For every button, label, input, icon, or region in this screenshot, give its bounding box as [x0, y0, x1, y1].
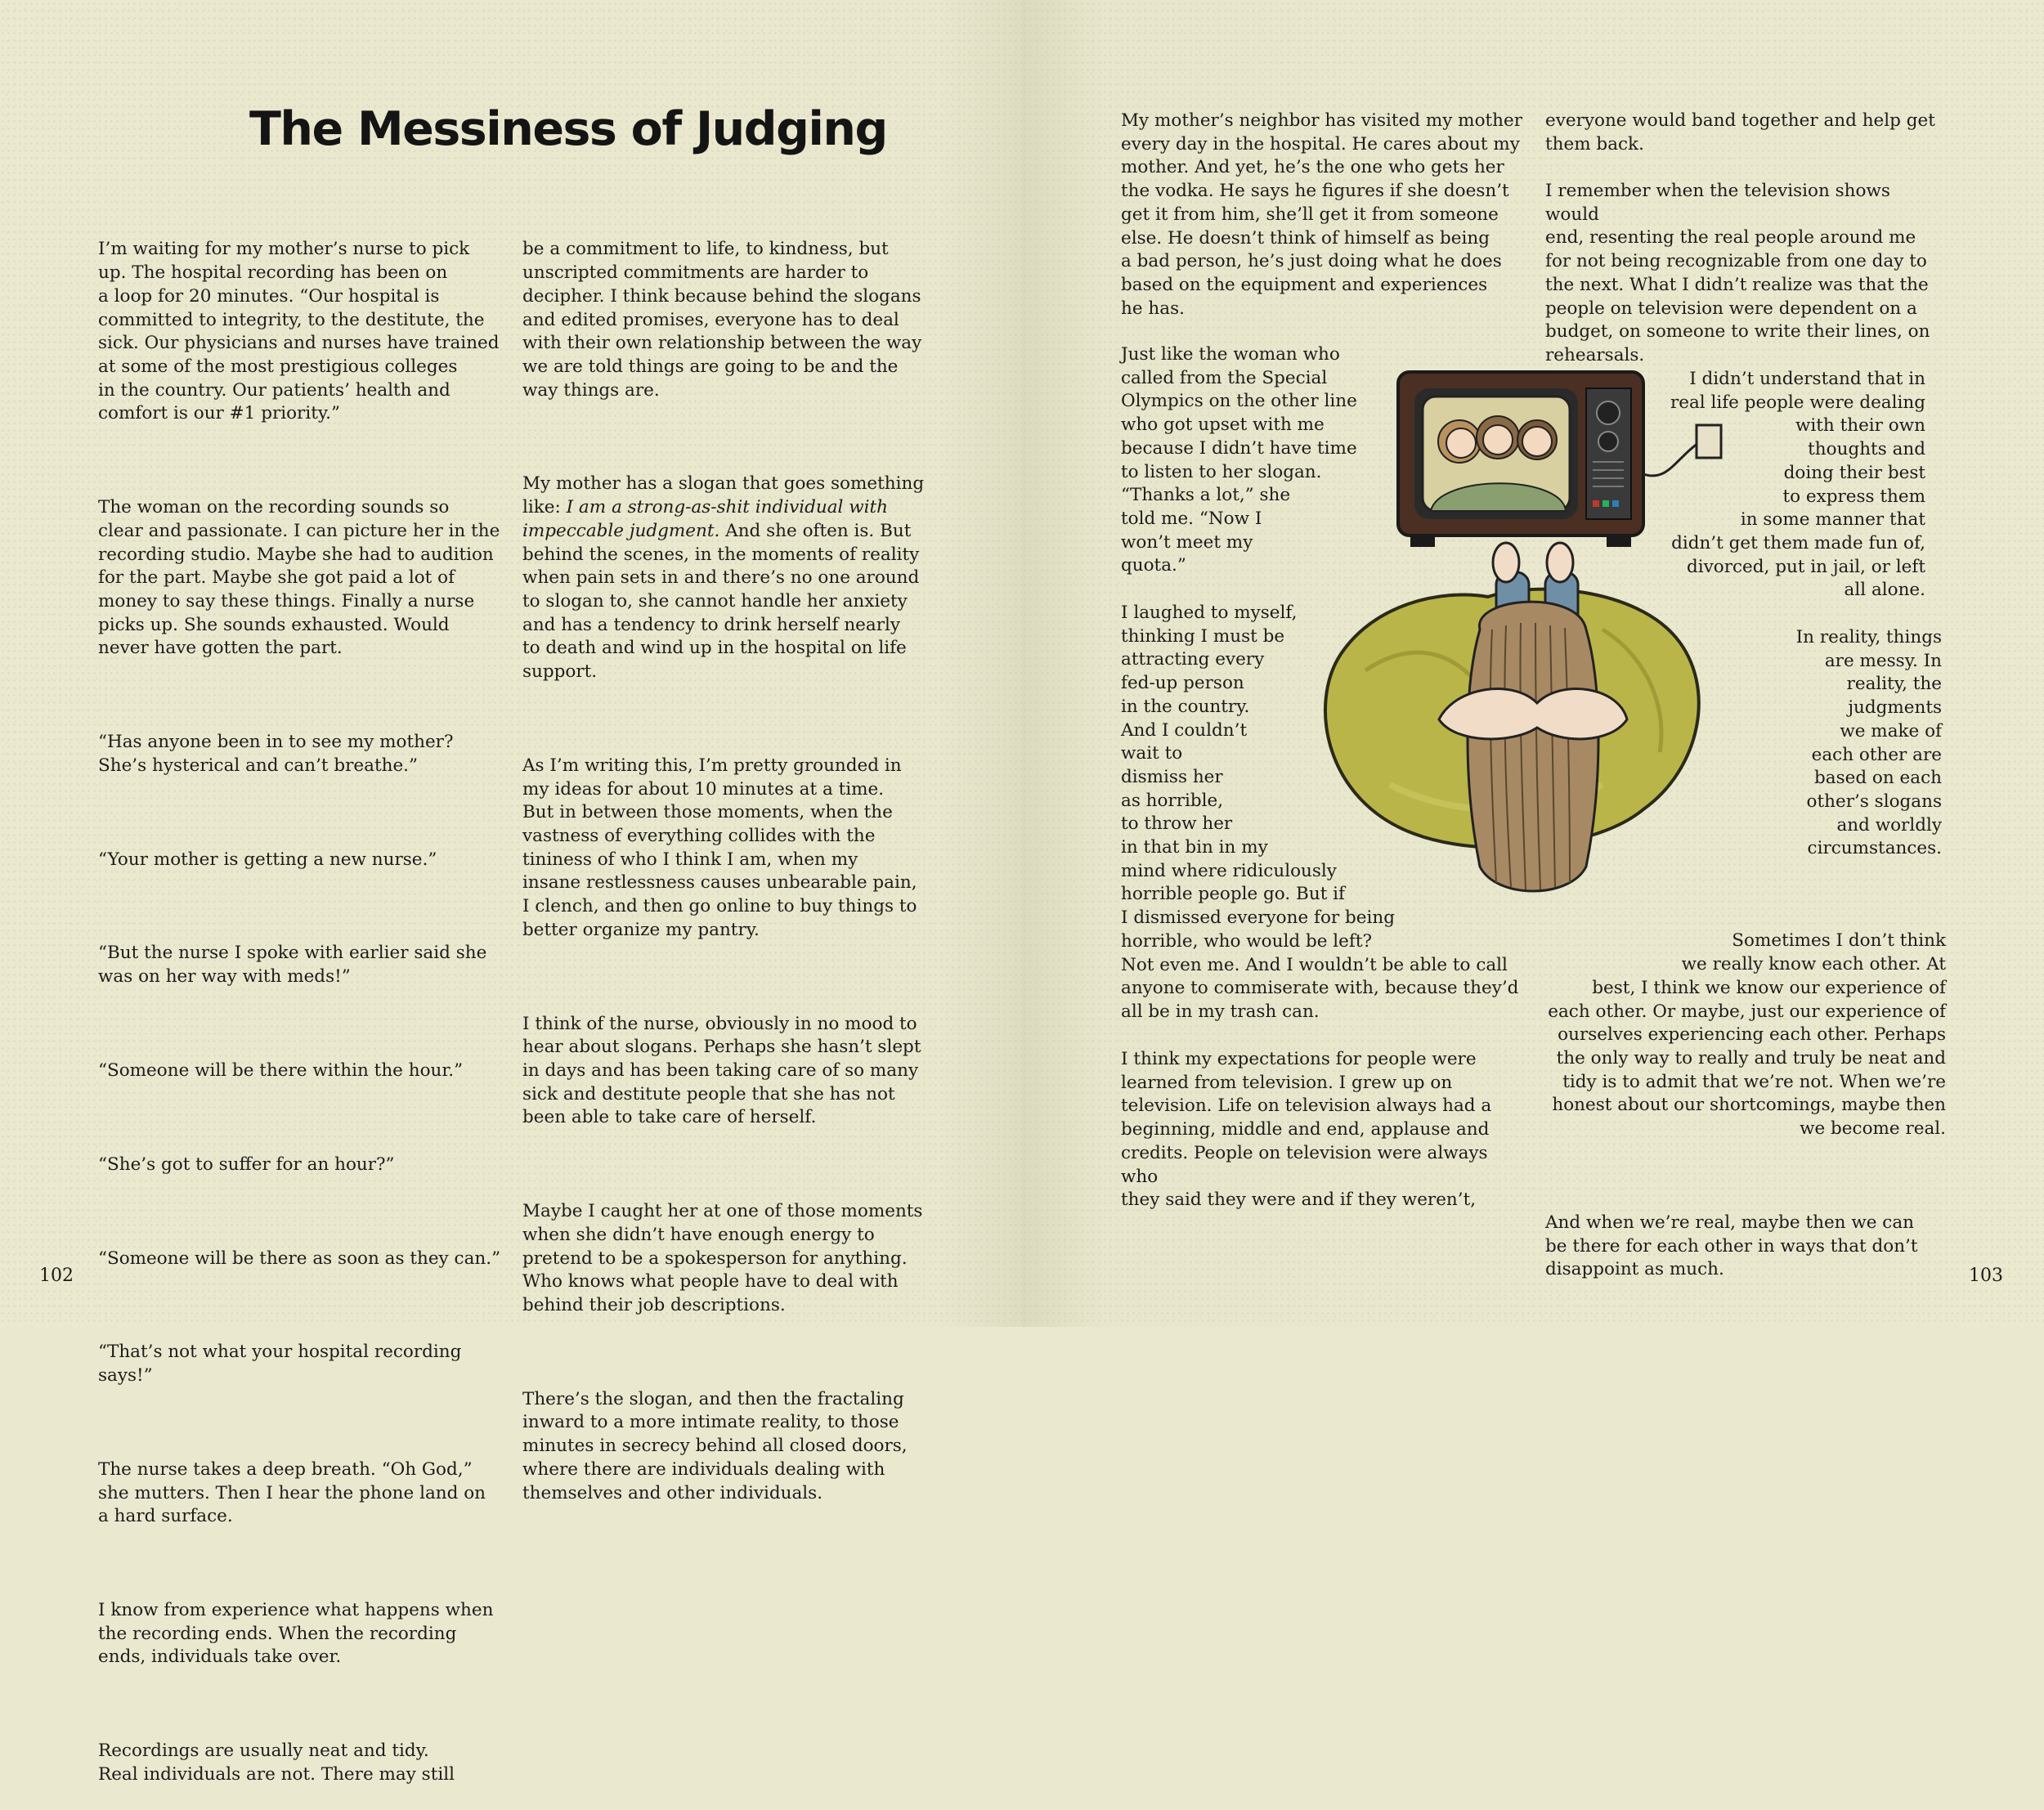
right-column-4-wrap-2: In reality, things are messy. In reality, the judgments we make of each other are based on each other’s slogans and worldly circumstances. — [1795, 627, 1942, 859]
paragraph: “Someone will be there as soon as they can.” — [98, 1248, 501, 1269]
right-column-4-wrap-1: I didn’t understand that in real life people were dealing with their own thoughts and doing their best to express them in some manner that didn’t get them made fun of, divorced, put in jail, or left all alone. — [1670, 369, 1925, 601]
paragraph: I’m waiting for my mother’s nurse to pick up. The hospital recording has been on a loop for 20 minutes. “Our hospital is committed to integrity, to the destitute, the sick. Our physicians and nurses have trained at some of the most prestigious colleges in the country. Our patients’ health and comfort is our #1 priority.” — [98, 239, 500, 424]
paragraph: Recordings are usually neat and tidy. Real individuals are not. There may still — [98, 1741, 455, 1785]
paragraph: be a commitment to life, to kindness, but unscripted commitments are harder to decipher. I think because behind the slogans and edited promises, everyone has to deal with their own relationship between the way we are told things are going to be and the way things are. — [522, 239, 922, 401]
paragraph: “She’s got to suffer for an hour?” — [98, 1154, 395, 1175]
text-run: My mother has a slogan that goes something like: — [522, 473, 925, 518]
television — [1398, 372, 1643, 547]
paragraph: The woman on the recording sounds so clear and passionate. I can picture her in the recording studio. Maybe she had to audition for the part. Maybe she got paid a lot of money to say these things. Finally a nurse picks up. She sounds exhausted. Would never have gotten the part. — [98, 497, 500, 659]
paragraph: There’s the slogan, and then the fractaling inward to a more intimate reality, to those minutes in secrecy behind all closed doors, where there are individuals dealing with themselves and other individuals. — [522, 1388, 908, 1503]
right-column-3-bottom: I think my expectations for people were learned from television. I grew up on television. Life on television always had a beginning, middle and end, applause and credits. People on television were always who they said they were and if they weren’t, — [1121, 1049, 1492, 1211]
foot-right — [1547, 543, 1573, 582]
paragraph: “That’s not what your hospital recording says!” — [98, 1342, 462, 1387]
right-column-4-wrap-3 — [1545, 883, 1946, 1306]
paragraph: The nurse takes a deep breath. “Oh God,” she mutters. Then I hear the phone land on a hard surface. — [98, 1458, 486, 1527]
slogan-italic: I am a strong-as-shit individual with impeccable judgment. — [522, 497, 889, 541]
paragraph: “Has anyone been in to see my mother? She’s hysterical and can’t breathe.” — [98, 732, 454, 776]
page-number-right: 103 — [1969, 1266, 2003, 1286]
paragraph: “Someone will be there within the hour.” — [98, 1060, 464, 1081]
left-column-2 — [522, 191, 939, 1529]
tv-beanbag-illustration — [1292, 360, 1750, 924]
foot-left — [1493, 543, 1519, 582]
right-column-3-wrap-1: Just like the woman who called from the Special Olympics on the other line who got upset with me because I didn’t have time to listen to her slogan. “Thanks a lot,” she told me. “Now I won’t meet my quota.” — [1121, 344, 1357, 576]
paragraph: And when we’re real, maybe then we can be there for each other in ways that don’t disappoint as much. — [1545, 1212, 1918, 1280]
right-column-3-wrap-2: I laughed to myself, thinking I must be attracting every fed-up person in the country. And I couldn’t wait to dismiss her as horrible, to throw her in that bin in my mind where ridiculously horrible people go. But if I dismissed everyone for being horrible, who would be left? Not even me. And I wouldn’t be able to call anyone to commiserate with, because they’d all be in my trash can. — [1121, 603, 1519, 1022]
paragraph: Maybe I caught her at one of those moments when she didn’t have enough energy to pretend to be a spokesperson for anything. Who knows what people have to deal with behind their job descriptions. — [522, 1201, 923, 1315]
right-column-3-top: My mother’s neighbor has visited my mother every day in the hospital. He cares about my mother. And yet, he’s the one who gets her the vodka. He says he figures if she doesn’t get it from him, she’ll get it from someone else. He doesn’t think of himself as being a bad person, he’s just doing what he does based on the equipment and experiences he has. — [1121, 110, 1523, 319]
paragraph: I know from experience what happens when the recording ends. When the recording ends, individuals take over. — [98, 1600, 494, 1668]
page-number-left: 102 — [39, 1266, 74, 1286]
text-run: And she often is. But behind the scenes, in the moments of reality when pain sets in and there’s no one around to slogan to, she cannot handle her anxiety and has a tendency to drink herself nearly to death and wind up in the hospital on life support. — [522, 520, 920, 683]
right-column-4-top: everyone would band together and help get them back. — [1545, 110, 1935, 155]
paragraph: “But the nurse I spoke with earlier said she was on her way with meds!” — [98, 943, 487, 988]
power-cord — [1643, 441, 1701, 476]
right-column-4-p2: I remember when the television shows would end, resenting the real people around me for not being recognizable from one day to the next. What I didn’t realize was that the people on television were dependent on a budget, on someone to write their lines, on rehearsals. — [1545, 181, 1930, 365]
person-hair — [1468, 602, 1598, 891]
page-title: The Messiness of Judging — [249, 102, 887, 156]
paragraph: Sometimes I don’t think we really know each other. At best, I think we know our experience of each other. Or maybe, just our experience of ourselves experiencing each other. Perhaps the only way to really and truly be neat and tidy is to admit that we’re not. When we’re honest about our shortcomings, maybe then we become real. — [1548, 930, 1946, 1140]
wall-outlet — [1697, 425, 1721, 458]
left-column-1 — [98, 191, 507, 1810]
paragraph: “Your mother is getting a new nurse.” — [98, 849, 437, 870]
paragraph: I think of the nurse, obviously in no mood to hear about slogans. Perhaps she hasn’t slept in days and has been taking care of so many sick and destitute people that she has not been able to take care of herself. — [522, 1013, 921, 1128]
paragraph-with-slogan — [522, 473, 939, 683]
paragraph: As I’m writing this, I’m pretty grounded in my ideas for about 10 minutes at a time. But in between those moments, when the vastness of everything collides with the tininess of who I think I am, when my insane restlessness causes unbearable pain, I clench, and then go online to buy things to better organize my pantry. — [522, 755, 917, 940]
